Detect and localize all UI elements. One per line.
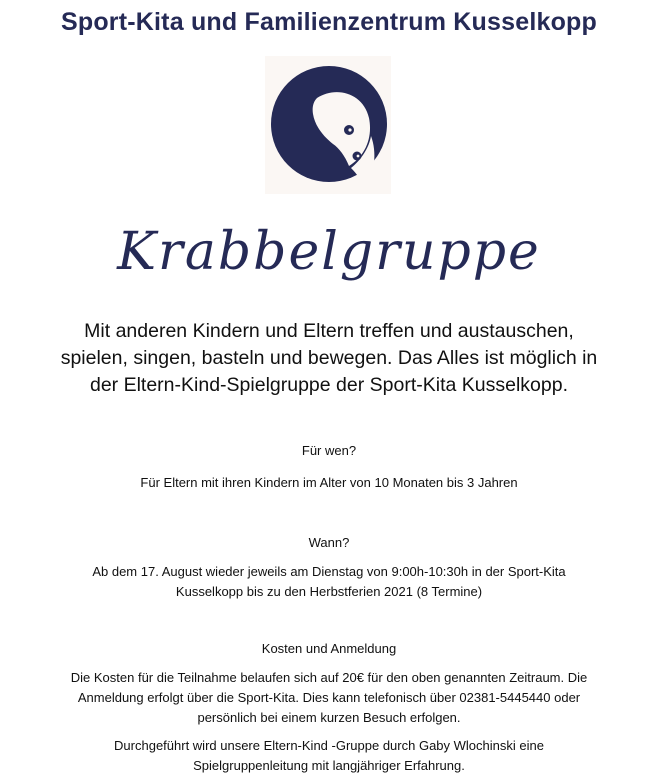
section-body-who — [30, 473, 628, 493]
section-title-when: Wann? — [308, 535, 350, 550]
intro-line: der Eltern-Kind-Spielgruppe der Sport-Kita Kusselkopp. — [89, 374, 568, 396]
logo-circle — [271, 66, 387, 182]
intro-line: spielen, singen, basteln und bewegen. Das Alles ist möglich in — [60, 347, 598, 369]
intro-text — [30, 318, 628, 399]
brand-title: Krabbelgruppe — [117, 222, 541, 282]
logo-graphic — [265, 56, 391, 194]
section-line: Für Eltern mit ihren Kindern im Alter von 10 Monaten bis 3 Jahren — [140, 475, 518, 490]
section-line: Ab dem 17. August wieder jeweils am Dienstag von 9:00h-10:30h in der Sport-Kita — [92, 564, 566, 579]
section-body-costs — [30, 668, 628, 728]
section-line: Kusselkopp bis zu den Herbstferien 2021 (8 Termine) — [175, 584, 483, 599]
intro-line: Mit anderen Kindern und Eltern treffen und austauschen, — [84, 320, 574, 342]
section-body-lead — [30, 736, 628, 776]
crawling-baby-logo-icon — [265, 56, 391, 194]
section-title-costs: Kosten und Anmeldung — [261, 641, 397, 656]
section-line: persönlich bei einem kurzen Besuch erfolgen. — [197, 710, 461, 725]
section-line: Durchgeführt wird unsere Eltern-Kind -Gruppe durch Gaby Wlochinski eine — [114, 738, 544, 753]
section-line: Anmeldung erfolgt über die Sport-Kita. Dies kann telefonisch über 02381-5445440 oder — [77, 690, 581, 705]
section-line: Spielgruppenleitung mit langjähriger Erfahrung. — [193, 758, 465, 773]
section-body-when — [30, 562, 628, 602]
section-title-who: Für wen? — [301, 443, 357, 458]
page-header-title: Sport-Kita und Familienzentrum Kusselkopp — [60, 8, 598, 36]
section-line: Die Kosten für die Teilnahme belaufen sich auf 20€ für den oben genannten Zeitraum. Die — [70, 670, 588, 685]
